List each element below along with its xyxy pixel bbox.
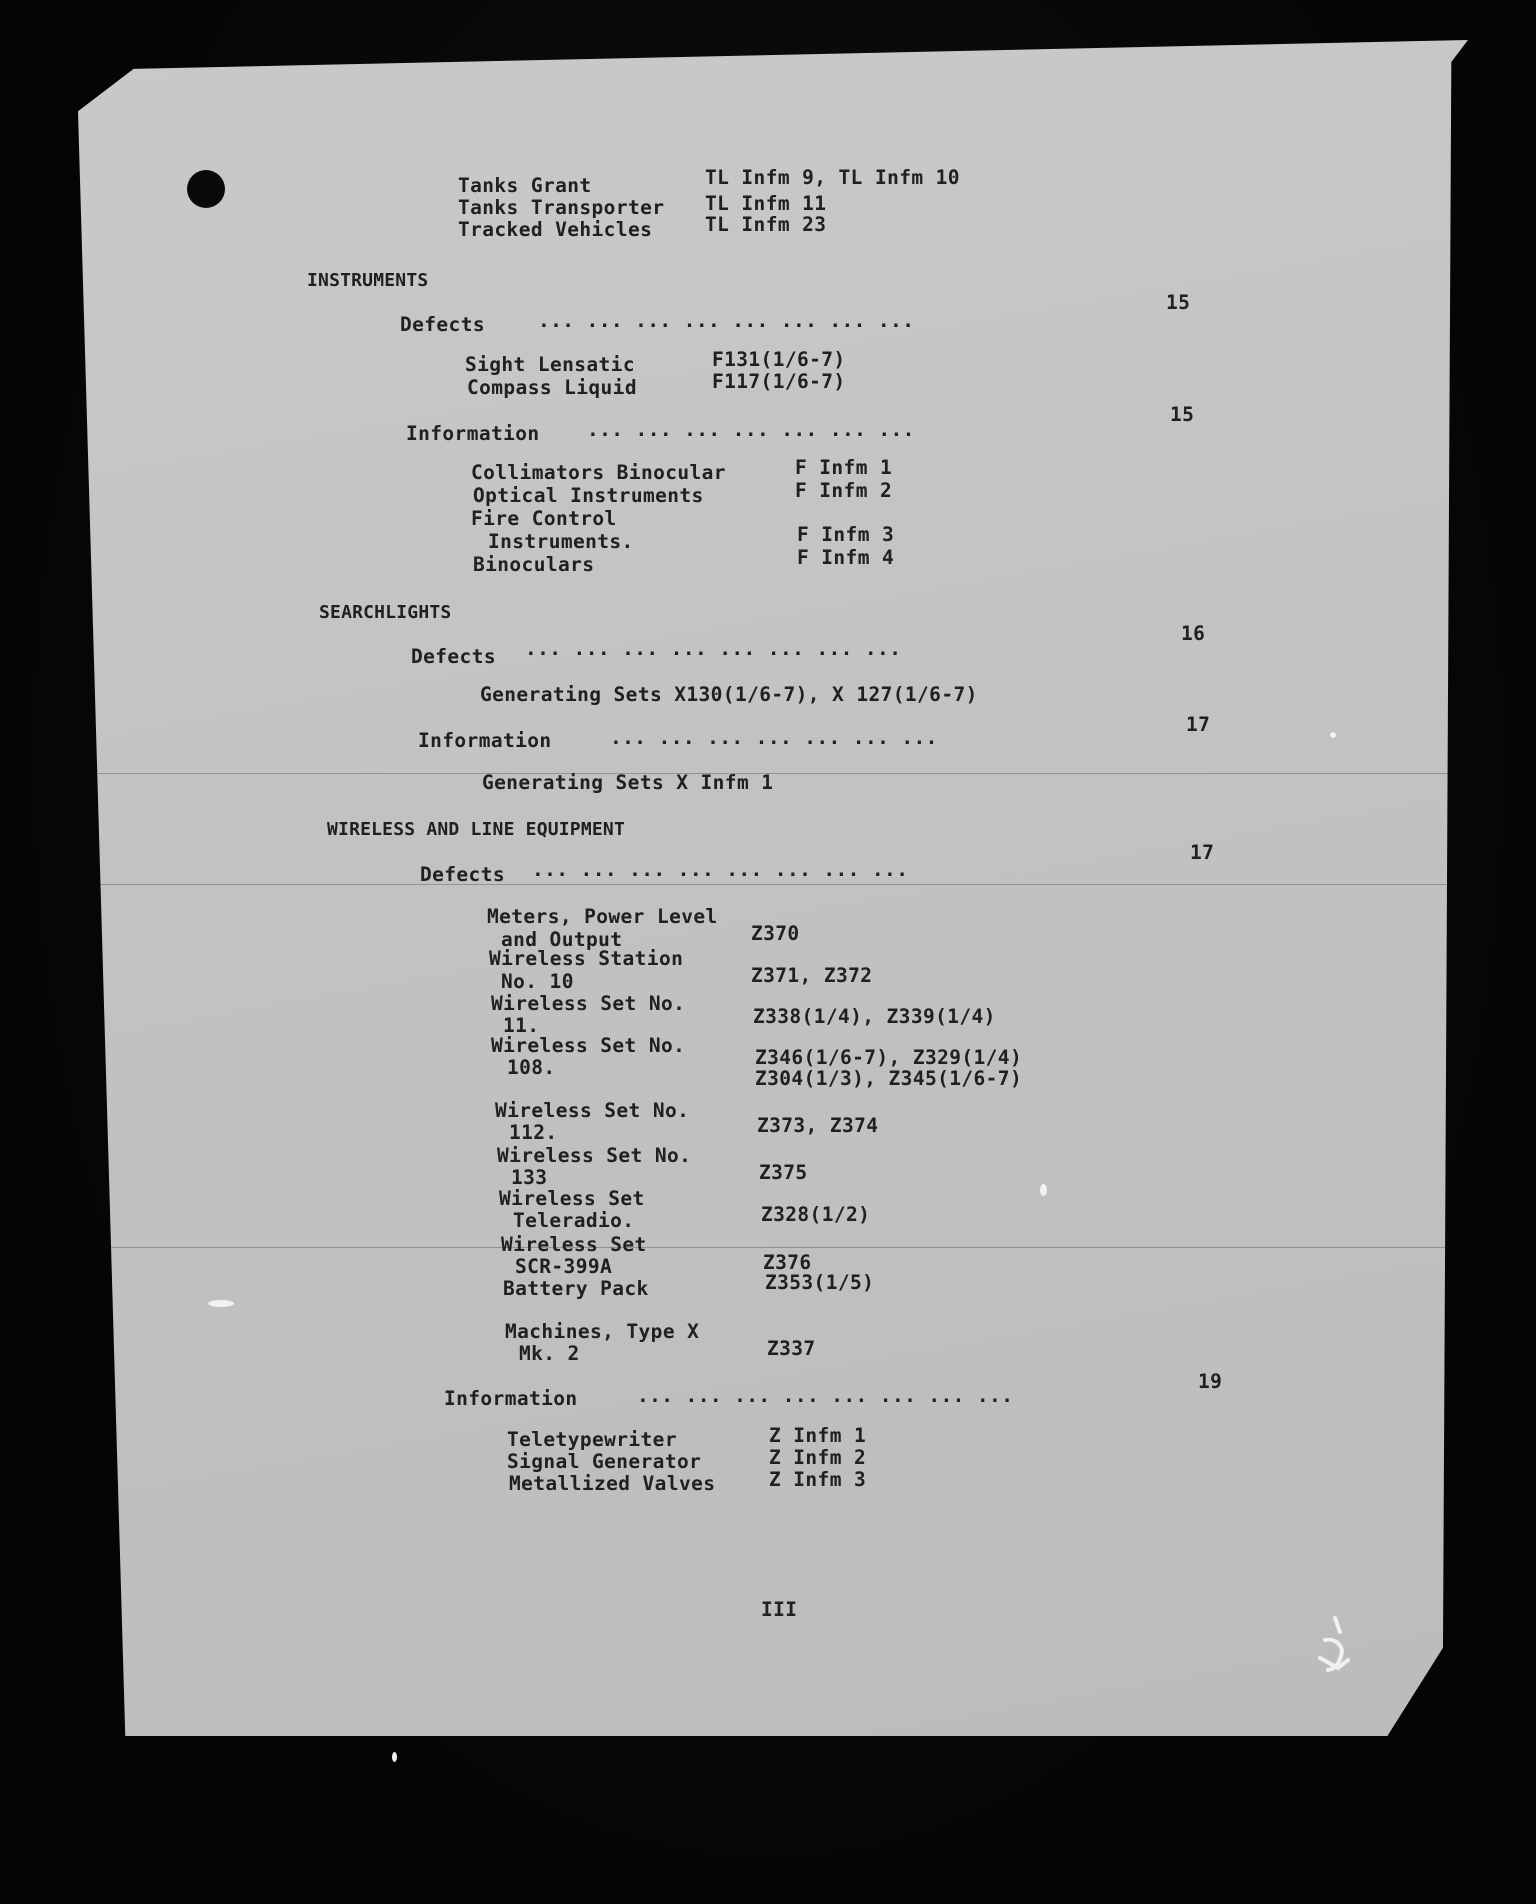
info-item: Binoculars: [473, 553, 595, 576]
punch-hole: [187, 170, 225, 208]
info-ref: F Infm 2: [795, 479, 893, 502]
handwritten-mark: [1290, 1610, 1360, 1680]
info-line: Generating Sets X Infm 1: [482, 771, 774, 794]
equipment-item: Mk. 2: [519, 1342, 580, 1365]
info-item: Metallized Valves: [509, 1472, 716, 1495]
equipment-item: Wireless Set No.: [497, 1144, 692, 1167]
equipment-item: 133: [511, 1166, 548, 1189]
film-speck: [392, 1752, 397, 1762]
tanks-item: Tanks Transporter: [458, 196, 665, 219]
page-ref: 19: [1198, 1370, 1223, 1393]
equipment-item: 108.: [507, 1056, 556, 1079]
film-speck: [1040, 1184, 1047, 1196]
information-label: Information: [418, 729, 552, 752]
equipment-item: Battery Pack: [503, 1277, 649, 1300]
film-speck: [1330, 732, 1336, 738]
equipment-item: Machines, Type X: [505, 1320, 700, 1343]
defect-ref: F117(1/6-7): [712, 370, 846, 393]
equipment-item: SCR-399A: [515, 1255, 613, 1278]
equipment-ref: Z375: [759, 1161, 808, 1184]
leader-dots: ... ... ... ... ... ... ... ...: [532, 858, 909, 881]
defect-item: Compass Liquid: [467, 376, 637, 399]
equipment-item: Wireless Set No.: [491, 1034, 686, 1057]
tanks-ref: TL Infm 11: [705, 192, 827, 215]
equipment-item: Teleradio.: [513, 1209, 635, 1232]
information-label: Information: [406, 422, 540, 445]
page-number: III: [761, 1598, 798, 1621]
defects-label: Defects: [411, 645, 496, 668]
defect-ref: F131(1/6-7): [712, 348, 846, 371]
leader-dots: ... ... ... ... ... ... ... ...: [525, 637, 902, 660]
page-ref: 15: [1166, 291, 1191, 314]
equipment-item: Wireless Station: [489, 947, 684, 970]
film-speck: [208, 1300, 234, 1307]
page-ref: 16: [1181, 622, 1206, 645]
info-ref: Z Infm 3: [769, 1468, 867, 1491]
leader-dots: ... ... ... ... ... ... ...: [587, 418, 915, 441]
equipment-ref: Z338(1/4), Z339(1/4): [753, 1005, 996, 1028]
info-ref: F Infm 1: [795, 456, 893, 479]
defect-item: Sight Lensatic: [465, 353, 635, 376]
defects-label: Defects: [400, 313, 485, 336]
info-ref: Z Infm 1: [769, 1424, 867, 1447]
info-item: Signal Generator: [507, 1450, 702, 1473]
equipment-ref: Z346(1/6-7), Z329(1/4): [755, 1046, 1023, 1069]
leader-dots: ... ... ... ... ... ... ... ...: [637, 1384, 1014, 1407]
equipment-ref: Z373, Z374: [757, 1114, 879, 1137]
equipment-ref: Z371, Z372: [751, 964, 873, 987]
tanks-ref: TL Infm 9, TL Infm 10: [705, 166, 960, 189]
page-ref: 15: [1170, 403, 1195, 426]
equipment-ref: Z370: [751, 922, 800, 945]
section-heading: INSTRUMENTS: [307, 270, 429, 291]
page-ref: 17: [1190, 841, 1215, 864]
page-ref: 17: [1186, 713, 1211, 736]
scan-artifact-line: [78, 884, 1468, 885]
equipment-item: Wireless Set: [501, 1233, 647, 1256]
equipment-item: Wireless Set No.: [495, 1099, 690, 1122]
info-item: Instruments.: [488, 530, 634, 553]
scan-artifact-line: [78, 1247, 1468, 1248]
equipment-ref: Z353(1/5): [765, 1271, 875, 1294]
defect-line: Generating Sets X130(1/6-7), X 127(1/6-7): [480, 683, 978, 706]
equipment-item: and Output: [501, 928, 623, 951]
equipment-item: Wireless Set No.: [491, 992, 686, 1015]
tanks-item: Tracked Vehicles: [458, 218, 653, 241]
info-item: Optical Instruments: [473, 484, 704, 507]
equipment-item: 112.: [509, 1121, 558, 1144]
section-heading: WIRELESS AND LINE EQUIPMENT: [327, 819, 625, 840]
information-label: Information: [444, 1387, 578, 1410]
handwritten-mark-stroke: [1320, 1618, 1348, 1670]
info-item: Collimators Binocular: [471, 461, 726, 484]
info-item: Fire Control: [471, 507, 617, 530]
section-heading: SEARCHLIGHTS: [319, 602, 452, 623]
equipment-item: Meters, Power Level: [487, 905, 718, 928]
equipment-ref: Z328(1/2): [761, 1203, 871, 1226]
defects-label: Defects: [420, 863, 505, 886]
info-ref: Z Infm 2: [769, 1446, 867, 1469]
info-item: Teletypewriter: [507, 1428, 677, 1451]
tanks-item: Tanks Grant: [458, 174, 592, 197]
info-ref: F Infm 4: [797, 546, 895, 569]
leader-dots: ... ... ... ... ... ... ...: [610, 726, 938, 749]
equipment-ref: Z376: [763, 1251, 812, 1274]
equipment-item: No. 10: [501, 970, 574, 993]
equipment-item: 11.: [503, 1014, 540, 1037]
equipment-ref: Z304(1/3), Z345(1/6-7): [755, 1067, 1023, 1090]
equipment-ref: Z337: [767, 1337, 816, 1360]
equipment-item: Wireless Set: [499, 1187, 645, 1210]
info-ref: F Infm 3: [797, 523, 895, 546]
tanks-ref: TL Infm 23: [705, 213, 827, 236]
leader-dots: ... ... ... ... ... ... ... ...: [538, 309, 915, 332]
